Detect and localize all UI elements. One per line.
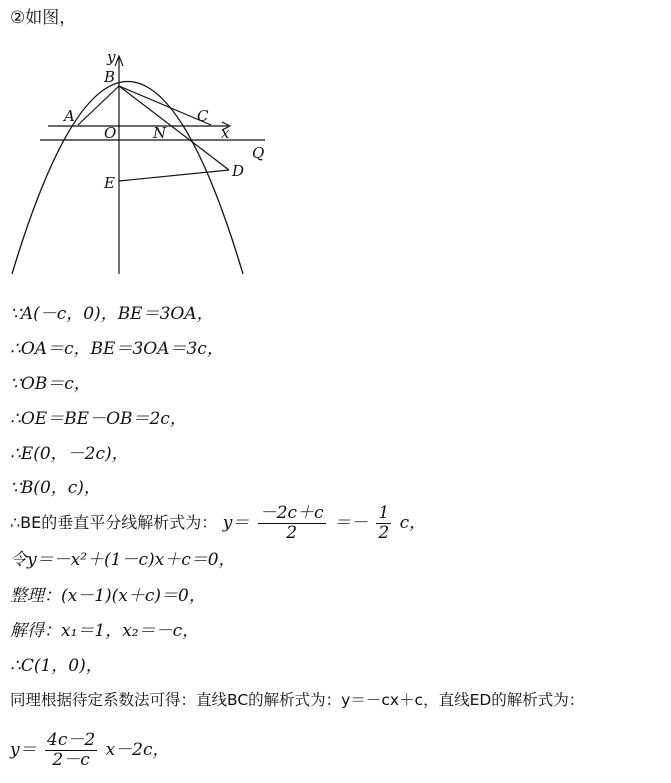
fraction-1-numerator: －2c＋c	[259, 503, 324, 523]
bisector-prefix: ∴BE的垂直平分线解析式为：	[10, 513, 218, 532]
bisector-eq-mid: ＝－	[333, 513, 368, 533]
solution-line-9: 整理：(x－1)(x＋c)＝0，	[10, 586, 206, 606]
parabola-figure	[0, 0, 300, 290]
label-a: A	[64, 107, 75, 125]
fraction-1-denominator: 2	[286, 523, 298, 543]
solution-line-7	[10, 504, 426, 543]
intro-text: ②如图，	[10, 8, 77, 28]
segment-ab	[78, 86, 119, 125]
solution-line-5: ∴E(0，－2c)，	[10, 444, 129, 464]
fraction-2-denominator: 2	[378, 523, 390, 543]
segment-ed	[119, 170, 229, 181]
label-e: E	[104, 174, 115, 192]
ed-eq-left: y＝	[10, 740, 37, 760]
solution-line-4: ∴OE＝BE－OB＝2c，	[10, 409, 187, 429]
solution-line-6: ∵B(0，c)，	[10, 478, 101, 498]
label-y: y	[107, 48, 116, 66]
bisector-eq-right: c，	[399, 513, 427, 533]
solution-line-8: 令y＝－x²＋(1－c)x＋c＝0，	[10, 550, 236, 570]
solution-line-13	[10, 731, 170, 770]
fraction-2-numerator: 1	[378, 503, 390, 523]
label-q: Q	[252, 144, 265, 162]
bisector-fraction-2	[376, 504, 391, 543]
label-d: D	[232, 162, 245, 180]
segment-bd	[119, 86, 229, 170]
bisector-eq-left: y＝	[222, 513, 250, 533]
label-n: N	[153, 124, 167, 142]
solution-line-2: ∴OA＝c，BE＝3OA＝3c，	[10, 339, 224, 359]
solution-line-3: ∵OB＝c，	[10, 374, 91, 394]
bisector-fraction-1	[258, 504, 326, 543]
label-x: x	[221, 124, 230, 142]
ed-fraction-numerator: 4c－2	[47, 730, 96, 750]
ed-eq-right: x－2c，	[105, 740, 170, 760]
solution-line-1: ∵A(－c，0)，BE＝3OA，	[10, 304, 214, 324]
label-o: O	[104, 124, 117, 142]
ed-fraction-denominator: 2－c	[52, 750, 90, 770]
solution-line-11: ∴C(1，0)，	[10, 656, 103, 676]
ed-fraction	[45, 731, 97, 770]
label-c: C	[197, 107, 209, 125]
label-b: B	[104, 68, 116, 86]
solution-line-10: 解得：x₁＝1，x₂＝－c，	[10, 621, 200, 641]
solution-line-12: 同理根据待定系数法可得：直线BC的解析式为：y＝－cx＋c，直线ED的解析式为：	[10, 691, 585, 709]
